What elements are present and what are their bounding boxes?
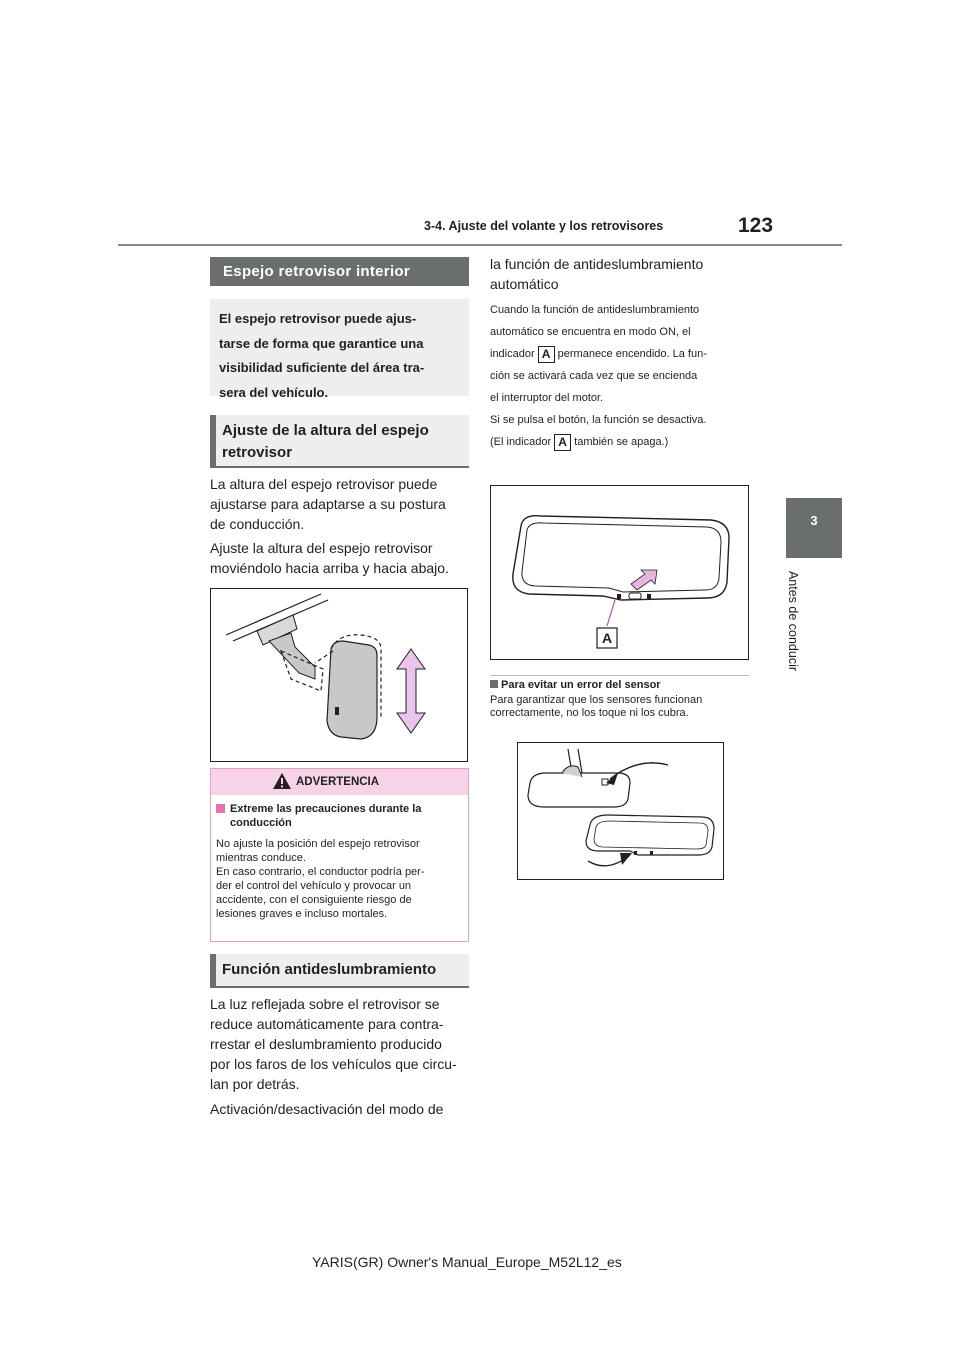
intro-line: visibilidad suficiente del área tra-: [219, 360, 425, 375]
warning-subtitle: Extreme las precauciones durante la conducción: [230, 803, 422, 829]
antiglare-details: [490, 299, 760, 453]
indicator-a-label: A: [538, 346, 555, 363]
chapter-tab: [786, 498, 842, 558]
text-fragment: permanece encendido. La fun-: [557, 348, 707, 360]
figure-sensors: [517, 742, 724, 880]
text-line: lan por detrás.: [210, 1076, 300, 1092]
sensor-title: Para evitar un error del sensor: [501, 679, 661, 691]
sensor-title-line: [490, 679, 760, 692]
text-line: la función de antideslumbramiento: [490, 256, 704, 272]
warning-line: accidente, con el consiguiente riesgo de: [216, 894, 412, 906]
figure-mirror-height: [210, 588, 468, 762]
text-line: reduce automáticamente para contra-: [210, 1016, 444, 1032]
text-line: automático se encuentra en modo ON, el: [490, 326, 691, 338]
text-line-indicator: [490, 343, 760, 365]
figure-antiglare-mirror: [490, 485, 749, 660]
header-rule: [118, 244, 842, 246]
intro-line: sera del vehículo.: [219, 384, 329, 400]
warning-box: [210, 768, 469, 942]
warning-bullet-square: [216, 804, 225, 813]
sensor-note: [490, 679, 760, 720]
text-line: La luz reflejada sobre el retrovisor se: [210, 996, 440, 1012]
text-line: rrestar el deslumbramiento producido: [210, 1036, 442, 1052]
warning-header: [211, 769, 468, 795]
chapter-number: 3: [810, 513, 818, 528]
text-line: Si se pulsa el botón, la función se desactiva.: [490, 414, 707, 426]
text-line: Para garantizar que los sensores funcionan: [490, 694, 703, 706]
text-line: moviéndolo hacia arriba y hacia abajo.: [210, 560, 449, 576]
warning-line: No ajuste la posición del espejo retrovisor: [216, 838, 420, 850]
text-line: el interruptor del motor.: [490, 392, 604, 404]
warning-title: ADVERTENCIA: [296, 776, 380, 788]
sensor-location-illustration: [518, 743, 723, 879]
text-fragment: indicador: [490, 348, 535, 360]
running-header-section-title: 3-4. Ajuste del volante y los retrovisores: [424, 219, 664, 233]
warning-line: En caso contrario, el conductor podría per-: [216, 866, 425, 878]
page-number: 123: [738, 214, 774, 237]
paragraph-antiglare: [210, 994, 472, 1119]
text-line: automático: [490, 276, 559, 292]
text-fragment: (El indicador: [490, 436, 552, 448]
subsection-title-antiglare: Función antideslumbramiento: [210, 954, 469, 988]
warning-body: [216, 837, 466, 921]
intro-box: [210, 299, 469, 400]
warning-line: mientras conduce.: [216, 852, 306, 864]
subsection-title-height-adjust: Ajuste de la altura del espejo retrovisor: [210, 415, 469, 468]
indicator-a-label: A: [554, 434, 571, 451]
warning-line: lesiones graves e incluso mortales.: [216, 908, 388, 920]
text-line: La altura del espejo retrovisor puede: [210, 476, 438, 492]
chapter-title-text: Antes de conducir: [786, 570, 800, 672]
text-line: Activación/desactivación del modo de: [210, 1101, 444, 1117]
text-line: de conducción.: [210, 516, 305, 532]
footer-manual-id: YARIS(GR) Owner's Manual_Europe_M52L12_es: [312, 1254, 622, 1270]
figure-label-a: A: [601, 630, 613, 646]
text-line: ción se activará cada vez que se encienda: [490, 370, 698, 382]
paragraph-antiglare-continued: [490, 254, 750, 294]
text-line: correctamente, no los toque ni los cubra.: [490, 707, 689, 719]
warning-line: der el control del vehículo y provocar un: [216, 880, 412, 892]
chapter-title-vertical: [786, 566, 800, 676]
intro-line: El espejo retrovisor puede ajus-: [219, 311, 417, 326]
paragraph-height-adjust: [210, 474, 470, 578]
text-fragment: también se apaga.): [574, 436, 669, 448]
text-line: Cuando la función de antideslumbramiento: [490, 304, 700, 316]
text-line: por los faros de los vehículos que circu-: [210, 1056, 457, 1072]
warning-triangle-icon: [272, 772, 292, 790]
text-line-indicator: [490, 431, 760, 453]
text-line: ajustarse para adaptarse a su postura: [210, 496, 446, 512]
intro-line: tarse de forma que garantice una: [219, 335, 424, 351]
text-line: Ajuste la altura del espejo retrovisor: [210, 540, 433, 556]
mirror-indicator-illustration: [491, 486, 748, 659]
sensor-section-rule: [490, 675, 749, 676]
section-title-bar: Espejo retrovisor interior: [210, 257, 469, 286]
bullet-square: [490, 680, 498, 688]
mirror-height-illustration: [211, 589, 467, 761]
